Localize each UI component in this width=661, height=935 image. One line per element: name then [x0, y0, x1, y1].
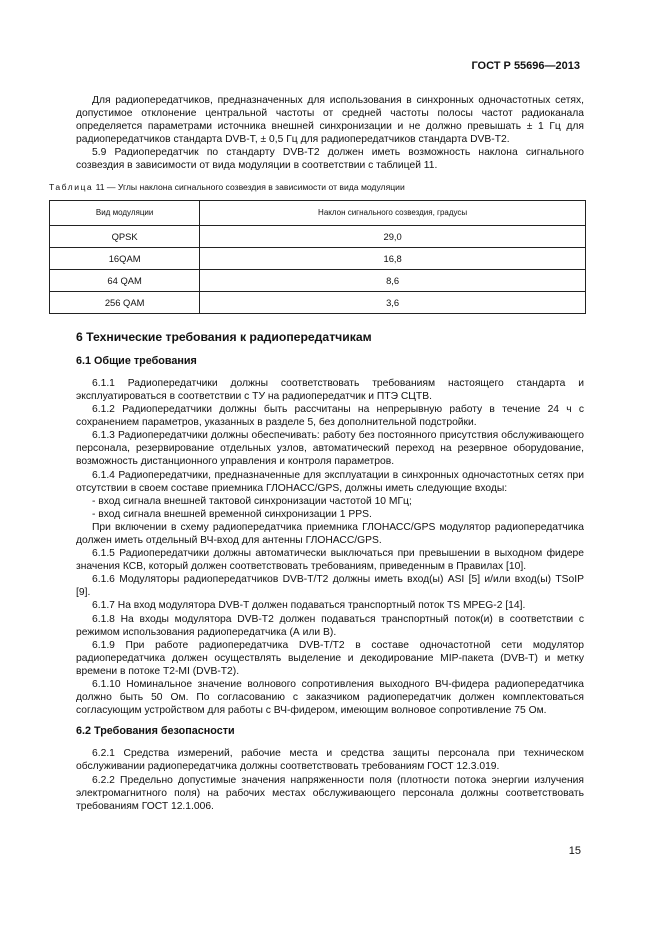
section-heading: 6 Технические требования к радиопередатчикам [76, 329, 372, 344]
table-row [50, 247, 586, 269]
table-caption-word: Таблица [49, 181, 94, 192]
table-cell: 256 QAM [50, 291, 200, 313]
table-cell: 29,0 [200, 225, 586, 247]
subsection-heading: 6.2 Требования безопасности [76, 725, 235, 738]
paragraph: При включении в схему радиопередатчика приемника ГЛОНАСС/GPS модулятор радиопередатчика должен иметь отдельный ВЧ-вход для антенны ГЛОНАСС/GPS. [76, 521, 584, 546]
paragraph: 6.2.1 Средства измерений, рабочие места и средства защиты персонала при техническом обслуживании радиопередатчика должны соответствовать требованиям ГОСТ 12.3.019. [76, 748, 584, 773]
table-cell: 8,6 [200, 269, 586, 291]
subsection-heading: 6.1 Общие требования [76, 354, 197, 367]
document-id-header: ГОСТ Р 55696—2013 [471, 60, 580, 72]
paragraph: 6.1.3 Радиопередатчики должны обеспечивать: работу без постоянного присутствия обслуживающего персонала, резервирование отдельных узлов, автоматический переход на резервное оборудование, возможность дистанционного управления и контроля параметров. [76, 430, 584, 468]
page-number: 15 [568, 845, 581, 857]
table-row [50, 269, 586, 291]
paragraph: 6.1.9 При работе радиопередатчика DVB-T/T2 в составе одночастотной сети модулятор радиопередатчика должен осуществлять выделение и декодирование MIP-пакета (DVB-T) и метку времени в потоке T2-MI (DVB-T2). [76, 639, 584, 677]
column-header: Наклон сигнального созвездия, градусы [200, 200, 586, 225]
paragraph: 6.1.6 Модуляторы радиопередатчиков DVB-T/T2 должны иметь вход(ы) ASI [5] и/или вход(ы) TSoIP [9]. [76, 574, 584, 599]
paragraph: 6.1.1 Радиопередатчики должны соответствовать требованиям настоящего стандарта и эксплуатироваться в соответствии с ТУ на радиопередатчик и ПТЭ СЦТВ. [76, 377, 584, 402]
table-header-row [50, 200, 586, 225]
table-cell: QPSK [50, 225, 200, 247]
paragraph: 5.9 Радиопередатчик по стандарту DVB-T2 должен иметь возможность наклона сигнального созвездия в зависимости от вида модуляции в соответствии с таблицей 11. [76, 147, 584, 172]
paragraph: 6.2.2 Предельно допустимые значения напряженности поля (плотности потока энергии излучения электромагнитного поля) на рабочих местах обслуживающего персонала должны соответствовать требованиям ГОСТ 12.1.006. [76, 774, 584, 812]
table-cell: 16QAM [50, 247, 200, 269]
paragraph: 6.1.4 Радиопередатчики, предназначенные для эксплуатации в синхронных одночастотных сетях при отсутствии в своем составе приемника ГЛОНАСС/GPS, должны иметь следующие входы: [76, 469, 584, 494]
table-cell: 16,8 [200, 247, 586, 269]
table-row [50, 225, 586, 247]
table-cell: 64 QAM [50, 269, 200, 291]
table-row [50, 291, 586, 313]
paragraph: 6.1.7 На вход модулятора DVB-T должен подаваться транспортный поток TS MPEG-2 [14]. [92, 600, 526, 612]
paragraph: 6.1.10 Номинальное значение волнового сопротивления выходного ВЧ-фидера радиопередатчика должно быть 50 Ом. По согласованию с заказчиком радиопередатчик должен комплектоваться согласующим устройством для работы с ВЧ-фидером, имеющим волновое сопротивление 75 Ом. [76, 679, 584, 717]
table-cell: 3,6 [200, 291, 586, 313]
list-item: - вход сигнала внешней тактовой синхронизации частотой 10 МГц; [92, 495, 412, 507]
table-caption-text: 11 — Углы наклона сигнального созвездия в зависимости от вида модуляции [93, 181, 405, 192]
paragraph: Для радиопередатчиков, предназначенных для использования в синхронных одночастотных сетях, допустимое отклонение центральной частоты от средней частоты полосы частот радиоканала определяется параметрами источника внешней синхронизации и не должно превышать ± 1 Гц для радиопередатчиков стандарта DVB-T, ± 0,5 Гц для радиопередатчиков стандарта DVB-T2. [76, 95, 584, 146]
modulation-table [49, 200, 586, 314]
table-caption [49, 181, 589, 194]
paragraph: 6.1.2 Радиопередатчики должны быть рассчитаны на непрерывную работу в течение 24 ч с сохранением параметров, указанных в разделе 5, без дополнительной подстройки. [76, 404, 584, 429]
page-content [49, 94, 584, 813]
list-item: - вход сигнала внешней временной синхронизации 1 PPS. [92, 508, 372, 520]
paragraph: 6.1.8 На входы модулятора DVB-T2 должен подаваться транспортный поток(и) в соответствии с режимом использования радиопередатчика (А или В). [76, 613, 584, 638]
column-header: Вид модуляции [50, 200, 200, 225]
paragraph: 6.1.5 Радиопередатчики должны автоматически выключаться при превышении в выходном фидере значения КСВ, который должен соответствовать требованиям, приведенным в Правилах [10]. [76, 548, 584, 573]
